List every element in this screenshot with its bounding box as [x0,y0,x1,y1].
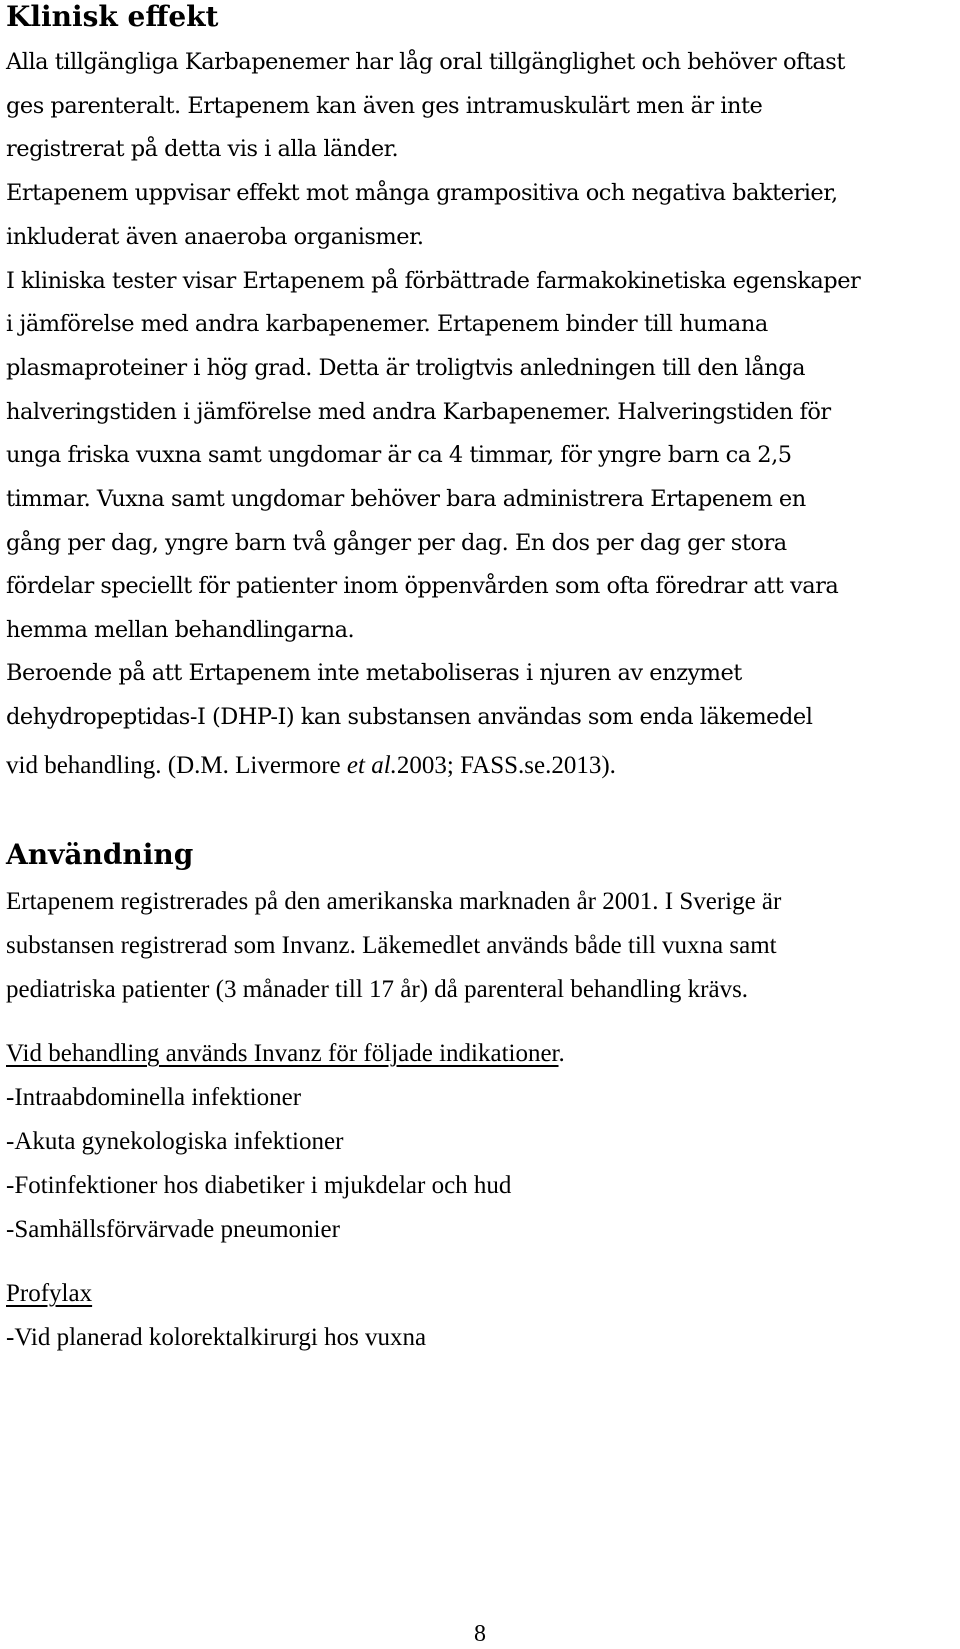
prophylaxis-heading [6,1279,92,1309]
citation-line [6,751,616,781]
indications-heading [6,1039,565,1069]
page-number: 8 [474,1621,486,1647]
paragraph-line: registrerat på detta vis i alla länder. [6,136,399,162]
indication-item: -Samhällsförvärvade pneumonier [6,1216,340,1243]
paragraph-line: I kliniska tester visar Ertapenem på förbättrade farmakokinetiska egenskaper [6,268,861,294]
paragraph-line: fördelar speciellt för patienter inom öppenvården som ofta föredrar att vara [6,573,839,599]
paragraph-line: plasmaproteiner i hög grad. Detta är troligtvis anledningen till den långa [6,355,806,381]
paragraph-line: i jämförelse med andra karbapenemer. Ertapenem binder till humana [6,311,768,337]
prophylaxis-heading-text: Profylax [6,1280,93,1307]
paragraph-line: unga friska vuxna samt ungdomar är ca 4 timmar, för yngre barn ca 2,5 [6,442,792,468]
paragraph-line: Ertapenem registrerades på den amerikanska marknaden år 2001. I Sverige är [6,888,782,915]
paragraph-line: halveringstiden i jämförelse med andra Karbapenemer. Halveringstiden för [6,399,831,425]
paragraph-line: dehydropeptidas-I (DHP-I) kan substansen användas som enda läkemedel [6,704,813,730]
citation-et-al: et al. [346,752,397,779]
paragraph-line: substansen registrerad som Invanz. Läkemedlet används både till vuxna samt [6,932,777,959]
indication-item: -Akuta gynekologiska infektioner [6,1128,344,1155]
paragraph-line: Alla tillgängliga Karbapenemer har låg oral tillgänglighet och behöver oftast [6,49,845,75]
indication-item: -Fotinfektioner hos diabetiker i mjukdelar och hud [6,1172,512,1199]
paragraph-line: hemma mellan behandlingarna. [6,617,355,643]
indication-item: -Intraabdominella infektioner [6,1084,302,1111]
paragraph-line: ges parenteralt. Ertapenem kan även ges intramuskulärt men är inte [6,93,763,119]
paragraph-line: timmar. Vuxna samt ungdomar behöver bara administrera Ertapenem en [6,486,806,512]
citation-year: 2003; FASS.se.2013). [396,752,616,779]
paragraph-line: pediatriska patienter (3 månader till 17 år) då parenteral behandling krävs. [6,976,749,1003]
indications-heading-text: Vid behandling används Invanz för följade indikationer [6,1040,559,1067]
paragraph-line: Ertapenem uppvisar effekt mot många grampositiva och negativa bakterier, [6,180,838,206]
section-heading-klinisk-effekt: Klinisk effekt [6,0,219,33]
paragraph-line: Beroende på att Ertapenem inte metaboliseras i njuren av enzymet [6,660,742,686]
citation-text: vid behandling. (D.M. Livermore [6,752,347,779]
paragraph-line: gång per dag, yngre barn två gånger per dag. En dos per dag ger stora [6,530,787,556]
prophylaxis-item: -Vid planerad kolorektalkirurgi hos vuxna [6,1324,427,1351]
indications-heading-period: . [558,1040,565,1067]
paragraph-line: inkluderat även anaeroba organismer. [6,224,424,250]
section-heading-anvandning: Användning [6,838,194,871]
